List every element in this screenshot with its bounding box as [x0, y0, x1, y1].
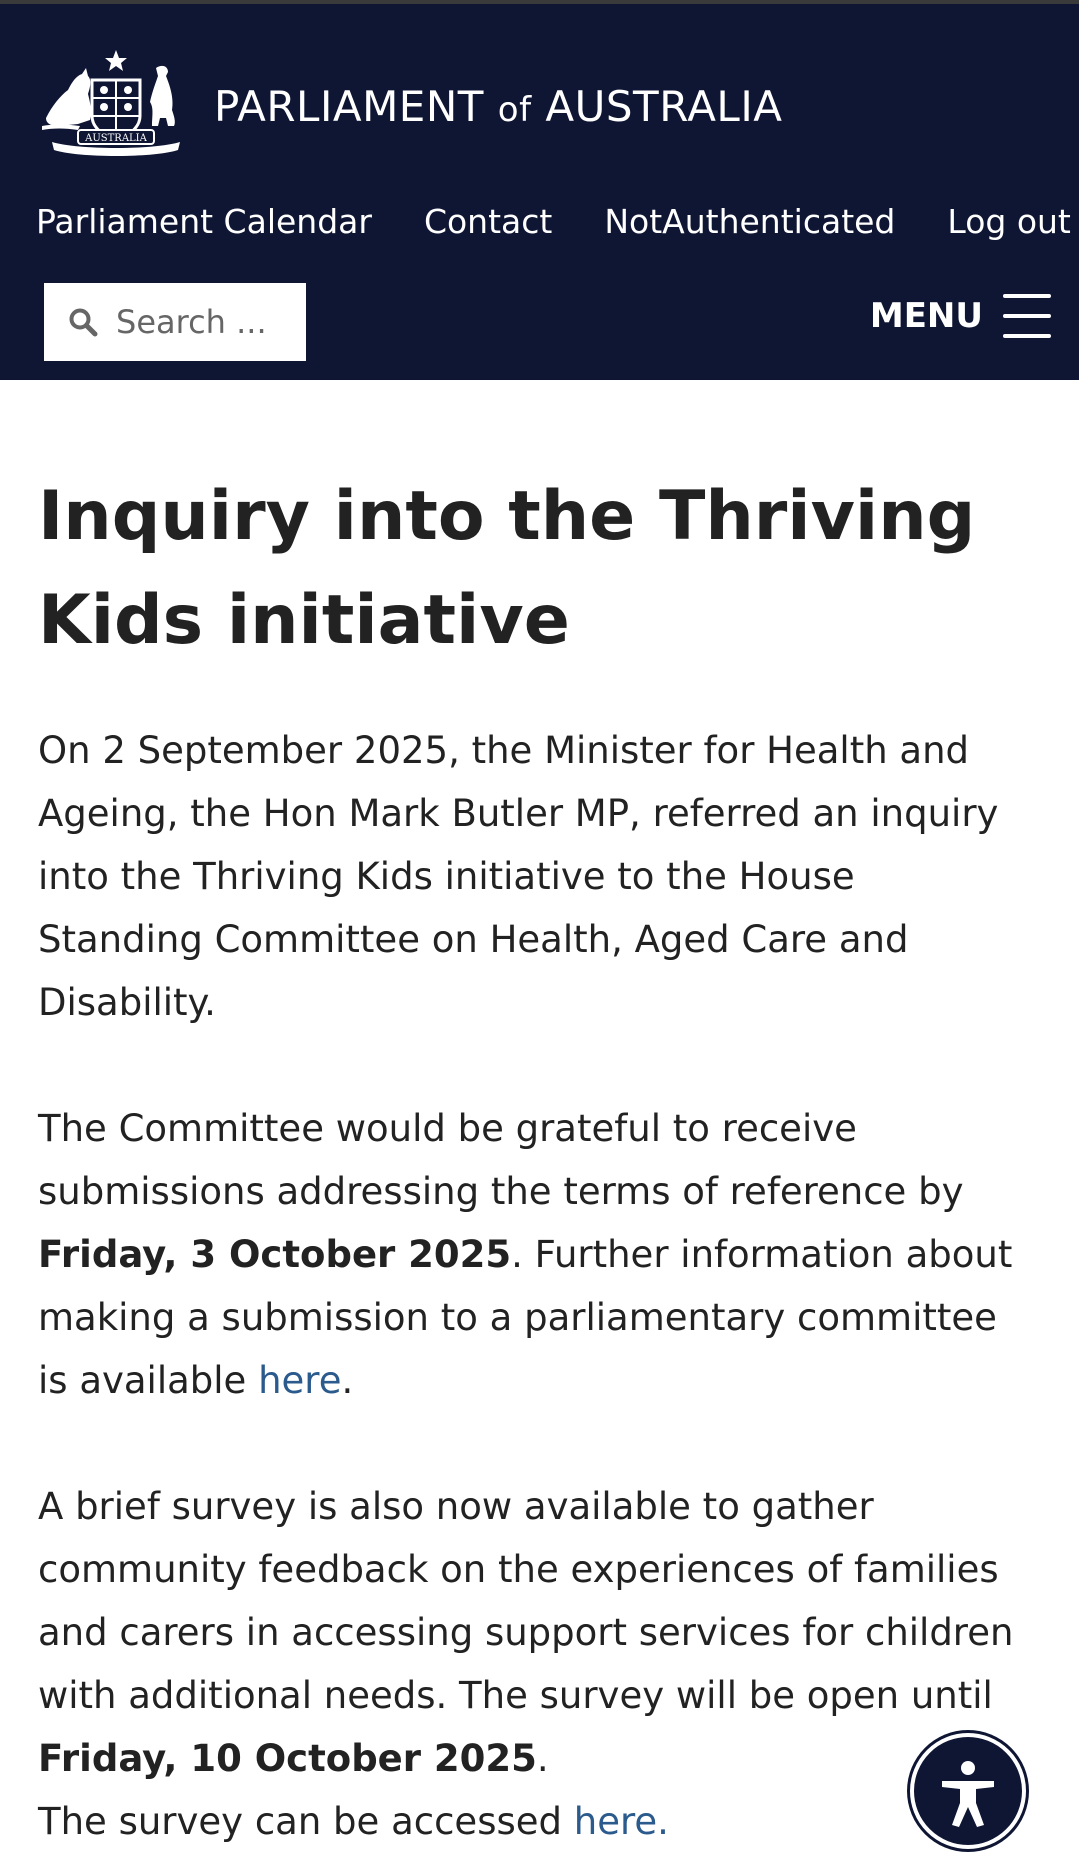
- coat-of-arms-logo[interactable]: [38, 46, 193, 162]
- submissions-paragraph: The Committee would be grateful to receive submissions addressing the terms of reference by Friday, 3 October 2025. Further information about making a submission to a parliamentary committee is available here.: [38, 1107, 1013, 1402]
- accessibility-icon: [938, 1759, 998, 1829]
- top-nav: [36, 202, 1071, 241]
- search-icon: [68, 307, 98, 337]
- survey-deadline: Friday, 10 October 2025: [38, 1737, 537, 1780]
- coat-of-arms-icon: [38, 46, 193, 162]
- logo-text: AUSTRALIA: [85, 133, 147, 144]
- survey-paragraph: A brief survey is also now available to gather community feedback on the experiences of families and carers in accessing support services for children with additional needs. The survey will be open until Friday, 10 October 2025. The survey can be accessed here.: [38, 1485, 1014, 1843]
- menu-button[interactable]: [870, 294, 1051, 338]
- site-title-country: AUSTRALIA: [545, 82, 783, 131]
- submission-info-link[interactable]: here: [258, 1359, 342, 1402]
- site-header: [0, 0, 1079, 380]
- nav-contact[interactable]: Contact: [423, 202, 553, 241]
- nav-not-authenticated[interactable]: NotAuthenticated: [604, 202, 896, 241]
- main-content: [38, 465, 1028, 1853]
- search-input[interactable]: [116, 303, 266, 341]
- site-title[interactable]: [214, 82, 782, 131]
- submission-deadline: Friday, 3 October 2025: [38, 1233, 512, 1276]
- hamburger-icon: [1003, 294, 1051, 338]
- intro-paragraph: On 2 September 2025, the Minister for Health and Ageing, the Hon Mark Butler MP, referred an inquiry into the Thriving Kids initiative to the House Standing Committee on Health, Aged Care and Disability.: [38, 729, 999, 1024]
- accessibility-button[interactable]: [910, 1733, 1026, 1849]
- search-box[interactable]: [44, 283, 306, 361]
- site-title-main: PARLIAMENT: [214, 82, 484, 131]
- nav-parliament-calendar[interactable]: Parliament Calendar: [36, 202, 372, 241]
- menu-label: MENU: [869, 296, 983, 336]
- nav-log-out[interactable]: Log out: [947, 202, 1071, 241]
- page-title: Inquiry into the Thriving Kids initiative: [38, 477, 976, 660]
- survey-link[interactable]: here.: [573, 1800, 669, 1843]
- site-title-of: of: [497, 90, 532, 130]
